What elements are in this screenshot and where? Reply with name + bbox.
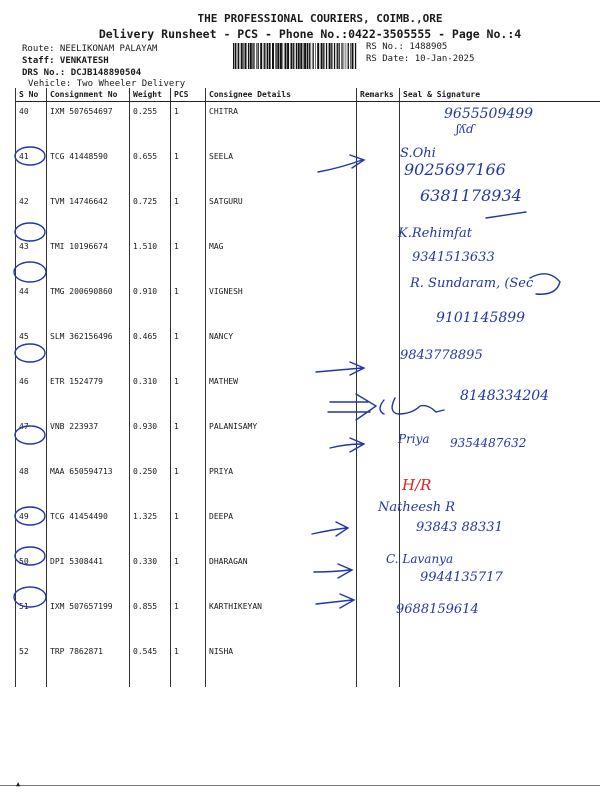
row-consignee: NISHA — [206, 642, 357, 687]
barcode-bar — [348, 43, 349, 69]
row-remarks — [357, 462, 400, 507]
row-remarks — [357, 417, 400, 462]
signature-51-phone: 9944135717 — [420, 570, 503, 585]
barcode-bar — [283, 43, 284, 69]
table-row — [16, 462, 600, 507]
row-signature — [400, 462, 600, 507]
row-consignment-no: TCG 41454490 — [47, 507, 130, 552]
barcode-bar — [323, 43, 324, 69]
row-consignee: DHARAGAN — [206, 552, 357, 597]
row-remarks — [357, 552, 400, 597]
row-remarks — [357, 372, 400, 417]
row-sno: 40 — [16, 102, 47, 148]
row-weight: 0.330 — [130, 552, 171, 597]
row-remarks — [357, 642, 400, 687]
row-consignment-no: TVM 14746642 — [47, 192, 130, 237]
barcode-bar — [272, 43, 274, 69]
row-remarks — [357, 282, 400, 327]
row-pcs: 1 — [171, 372, 206, 417]
barcode-bar — [258, 43, 259, 69]
barcode-bar — [307, 43, 308, 69]
row-sno: 52 — [16, 642, 47, 687]
row-pcs: 1 — [171, 237, 206, 282]
corner-mark-icon: ▲ — [16, 780, 21, 788]
row-sno: 46 — [16, 372, 47, 417]
route-label: Route: NEELIKONAM PALAYAM — [22, 44, 158, 54]
row-remarks — [357, 192, 400, 237]
row-signature — [400, 597, 600, 642]
signature-40: 9655509499 — [444, 106, 534, 122]
row-signature — [400, 237, 600, 282]
row-sno: 44 — [16, 282, 47, 327]
row-consignment-no: DPI 5308441 — [47, 552, 130, 597]
col-consignment-header: Consignment No — [47, 88, 130, 102]
barcode-bar — [250, 43, 252, 69]
row-consignee: VIGNESH — [206, 282, 357, 327]
barcode-bar — [315, 43, 316, 69]
barcode-bar — [311, 43, 312, 69]
barcode-bar — [260, 43, 262, 69]
row-pcs: 1 — [171, 597, 206, 642]
barcode-bar — [339, 43, 340, 69]
signature-50-phone: 93843 88331 — [416, 520, 503, 535]
row-signature — [400, 552, 600, 597]
row-signature — [400, 372, 600, 417]
row-consignment-no: VNB 223937 — [47, 417, 130, 462]
table-row — [16, 147, 600, 192]
row-sno: 43 — [16, 237, 47, 282]
row-consignment-no: SLM 362156496 — [47, 327, 130, 372]
row-signature — [400, 327, 600, 372]
signature-47: 8148334204 — [460, 388, 550, 404]
row-remarks — [357, 147, 400, 192]
table-row — [16, 507, 600, 552]
row-consignment-no: IXM 507654697 — [47, 102, 130, 148]
row-consignee: DEEPA — [206, 507, 357, 552]
row-sno: 51 — [16, 597, 47, 642]
row-consignee: PALANISAMY — [206, 417, 357, 462]
barcode-bar — [248, 43, 249, 69]
col-weight-header: Weight — [130, 88, 171, 102]
row-weight: 0.255 — [130, 102, 171, 148]
barcode — [233, 43, 358, 69]
row-sno: 48 — [16, 462, 47, 507]
col-pcs-header: PCS — [171, 88, 206, 102]
barcode-bar — [321, 43, 323, 69]
row-pcs: 1 — [171, 282, 206, 327]
row-pcs: 1 — [171, 147, 206, 192]
row-consignment-no: TMI 10196674 — [47, 237, 130, 282]
col-remarks-header: Remarks — [357, 88, 400, 102]
table-row — [16, 237, 600, 282]
barcode-bar — [233, 43, 234, 69]
barcode-bar — [329, 43, 331, 69]
barcode-bar — [269, 43, 271, 69]
bottom-rule — [0, 785, 600, 786]
signature-46: 9843778895 — [400, 348, 483, 363]
row-pcs: 1 — [171, 462, 206, 507]
table-row — [16, 327, 600, 372]
barcode-bar — [298, 43, 300, 69]
table-header-row — [16, 88, 600, 102]
scribble-40: ʃʎɗ — [456, 122, 475, 136]
barcode-bar — [344, 43, 345, 69]
barcode-bar — [296, 43, 297, 69]
barcode-bar — [341, 43, 342, 69]
row-consignment-no: TMG 200690860 — [47, 282, 130, 327]
row-weight: 0.655 — [130, 147, 171, 192]
barcode-bar — [243, 43, 244, 69]
barcode-bar — [280, 43, 282, 69]
barcode-bar — [245, 43, 247, 69]
row-consignee: SATGURU — [206, 192, 357, 237]
row-consignee: NANCY — [206, 327, 357, 372]
row-consignment-no: ETR 1524779 — [47, 372, 130, 417]
barcode-bar — [352, 43, 354, 69]
signature-50-name: Natheesh R — [378, 500, 456, 515]
barcode-bar — [266, 43, 267, 69]
signature-51-name: C. Lavanya — [386, 552, 454, 566]
barcode-bar — [254, 43, 255, 69]
row-sno: 47 — [16, 417, 47, 462]
row-remarks — [357, 327, 400, 372]
barcode-bar — [264, 43, 265, 69]
row-consignment-no: TRP 7862871 — [47, 642, 130, 687]
signature-48-phone: 9354487632 — [450, 436, 527, 450]
barcode-bar — [337, 43, 338, 69]
row-signature — [400, 507, 600, 552]
col-consignee-header: Consignee Details — [206, 88, 357, 102]
table-row — [16, 597, 600, 642]
barcode-bar — [238, 43, 239, 69]
row-pcs: 1 — [171, 102, 206, 148]
row-pcs: 1 — [171, 552, 206, 597]
barcode-bar — [303, 43, 304, 69]
row-signature — [400, 417, 600, 462]
row-consignment-no: IXM 507657199 — [47, 597, 130, 642]
table-row — [16, 282, 600, 327]
remark-49: H/R — [402, 476, 432, 494]
barcode-bar — [256, 43, 257, 69]
row-sno: 49 — [16, 507, 47, 552]
row-signature — [400, 642, 600, 687]
row-sno: 42 — [16, 192, 47, 237]
row-signature — [400, 102, 600, 148]
barcode-bar — [300, 43, 302, 69]
row-sno: 41 — [16, 147, 47, 192]
rs-number: RS No.: 1488905 — [366, 42, 448, 52]
row-weight: 0.910 — [130, 282, 171, 327]
signature-44: R. Sundaram, (Sec — [410, 276, 534, 291]
row-consignee: PRIYA — [206, 462, 357, 507]
vehicle-label: Vehicle: Two Wheeler Delivery — [28, 79, 186, 89]
row-remarks — [357, 597, 400, 642]
signature-45: 9101145899 — [436, 310, 526, 326]
drs-number: DRS No.: DCJB148890504 — [22, 68, 142, 78]
row-consignment-no: MAA 650594713 — [47, 462, 130, 507]
barcode-bar — [237, 43, 238, 69]
barcode-bar — [342, 43, 343, 69]
row-weight: 0.855 — [130, 597, 171, 642]
barcode-bar — [317, 43, 319, 69]
barcode-bar — [235, 43, 236, 69]
barcode-bar — [241, 43, 243, 69]
row-consignee: MATHEW — [206, 372, 357, 417]
company-name: THE PROFESSIONAL COURIERS, COIMB.,ORE — [197, 12, 443, 25]
barcode-bar — [304, 43, 306, 69]
col-signature-header: Seal & Signature — [400, 88, 600, 102]
row-pcs: 1 — [171, 507, 206, 552]
table-row — [16, 372, 600, 417]
row-weight: 0.725 — [130, 192, 171, 237]
row-signature — [400, 147, 600, 192]
row-pcs: 1 — [171, 642, 206, 687]
row-consignee: KARTHIKEYAN — [206, 597, 357, 642]
signature-43-phone: 9341513633 — [412, 250, 495, 265]
row-weight: 0.545 — [130, 642, 171, 687]
barcode-bar — [313, 43, 314, 69]
barcode-bar — [331, 43, 332, 69]
row-pcs: 1 — [171, 417, 206, 462]
row-signature — [400, 192, 600, 237]
barcode-bar — [309, 43, 310, 69]
barcode-bar — [275, 43, 276, 69]
row-weight: 0.250 — [130, 462, 171, 507]
row-remarks — [357, 102, 400, 148]
barcode-bar — [252, 43, 253, 69]
barcode-bar — [285, 43, 287, 69]
row-sno: 45 — [16, 327, 47, 372]
barcode-bar — [277, 43, 279, 69]
signature-41-phone: 9025697166 — [404, 160, 506, 179]
row-weight: 0.930 — [130, 417, 171, 462]
table-row — [16, 552, 600, 597]
table-row — [16, 417, 600, 462]
barcode-bar — [291, 43, 293, 69]
barcode-bar — [267, 43, 268, 69]
row-sno: 50 — [16, 552, 47, 597]
row-consignee: MAG — [206, 237, 357, 282]
row-consignee: SEELA — [206, 147, 357, 192]
col-sno-header: S No — [16, 88, 47, 102]
signature-48-name: Priya — [398, 432, 430, 446]
signature-41-name: S.Ohi — [400, 146, 436, 161]
row-consignee: CHITRA — [206, 102, 357, 148]
staff-label: Staff: VENKATESH — [22, 56, 109, 66]
barcode-bar — [346, 43, 347, 69]
rs-date: RS Date: 10-Jan-2025 — [366, 54, 475, 64]
row-consignment-no: TCG 41448590 — [47, 147, 130, 192]
table-row — [16, 192, 600, 237]
barcode-bar — [355, 43, 356, 69]
consignment-table — [15, 88, 600, 687]
barcode-bar — [326, 43, 327, 69]
table-row — [16, 102, 600, 148]
row-weight: 0.310 — [130, 372, 171, 417]
table-row — [16, 642, 600, 687]
row-weight: 1.510 — [130, 237, 171, 282]
signature-43-name: K.Rehimfat — [398, 226, 472, 241]
runsheet-title: Delivery Runsheet - PCS - Phone No.:0422-3505555 - Page No.:4 — [98, 27, 522, 41]
row-weight: 0.465 — [130, 327, 171, 372]
row-remarks — [357, 507, 400, 552]
barcode-bar — [293, 43, 294, 69]
row-signature — [400, 282, 600, 327]
barcode-bar — [334, 43, 335, 69]
row-weight: 1.325 — [130, 507, 171, 552]
signature-42: 6381178934 — [420, 186, 522, 205]
row-remarks — [357, 237, 400, 282]
barcode-bar — [287, 43, 289, 69]
row-pcs: 1 — [171, 192, 206, 237]
barcode-bar — [350, 43, 351, 69]
signature-52: 9688159614 — [396, 602, 479, 617]
row-pcs: 1 — [171, 327, 206, 372]
